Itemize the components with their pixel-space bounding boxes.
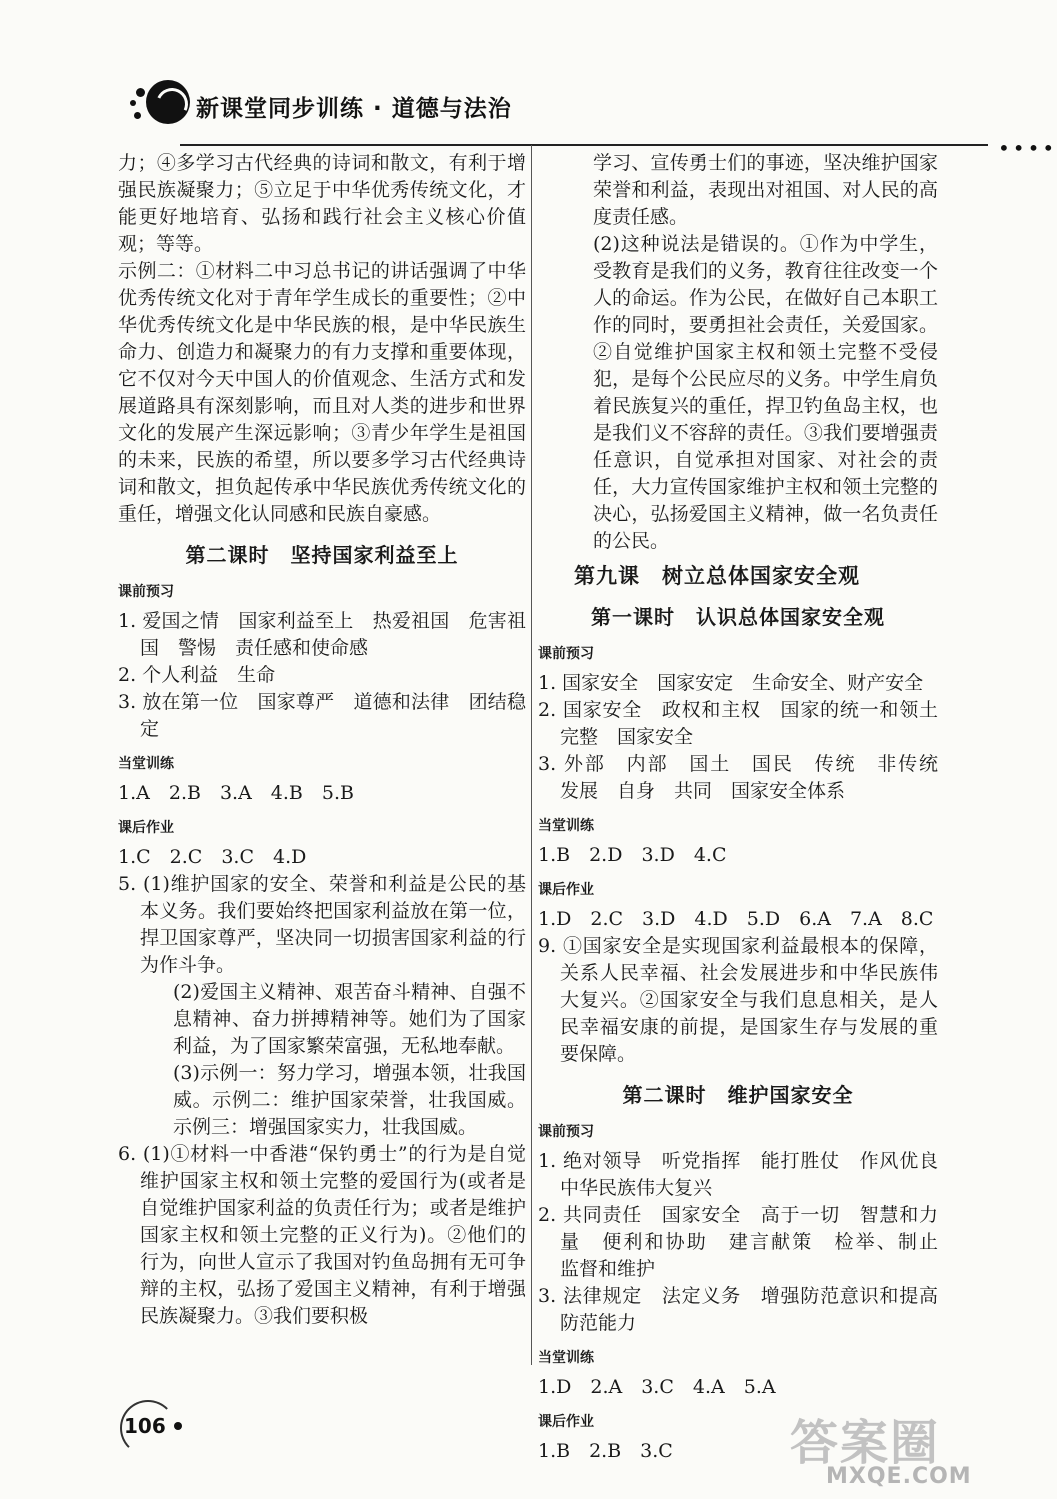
answer-item: 1.A 2.B 3.A 4.B 5.B [118,782,354,804]
page-dot-icon [174,1422,182,1430]
answer-paragraph: 力；④多学习古代经典的诗词和散文，有利于增强民族凝聚力；⑤立足于中华优秀传统文化，才能更好地培育、弘扬和践行社会主义核心价值观；等等。 [118,152,526,255]
answer-item: 9. ①国家安全是实现国家利益最根本的保障，关系人民幸福、社会发展进步和中华民族伟大复兴。②国家安全与我们息息相关，是人民幸福安康的前提，是国家生存与发展的重要保障。 [538,935,938,1065]
answer-item: 1.D 2.C 3.D 4.D 5.D 6.A 7.A 8.C [538,908,934,930]
right-column [538,150,958,1465]
column-divider [531,145,532,1365]
answer-item: 3. 外部 内部 国土 国民 传统 非传统 发展 自身 共同 国家安全体系 [538,753,958,802]
answer-paragraph: (2)这种说法是错误的。①作为中学生，受教育是我们的义务，教育往往改变一个人的命运。作为公民，在做好自己本职工作的同时，要勇担社会责任，关爱国家。②自觉维护国家主权和领土完整不受侵犯，是每个公民应尽的义务。中学生肩负着民族复兴的重任，捍卫钓鱼岛主权，也是我们义不容辞的责任。③我们要增强责任意识，自觉承担对国家、对社会的责任，大力宣传国家维护主权和领土完整的决心，弘扬爱国主义精神，做一名负责任的公民。 [593,233,938,552]
answer-item: 1.C 2.C 3.C 4.D [118,846,307,868]
answer-item: 1. 爱国之情 国家利益至上 热爱祖国 危害祖国 警惕 责任感和使命感 [118,610,526,659]
book-title: 新课堂同步训练 · 道德与法治 [196,96,512,122]
answer-item: 1. 国家安全 国家安定 生命安全、财产安全 [538,672,924,694]
section-label: 课前预习 [118,584,174,600]
unit-title: 第九课 树立总体国家安全观 [574,564,860,588]
section-label: 当堂训练 [538,1350,594,1366]
answer-paragraph: 学习、宣传勇士们的事迹，坚决维护国家荣誉和利益，表现出对祖国、对人民的高度责任感。 [593,152,938,228]
section-label: 课前预习 [538,1124,594,1140]
section-label: 当堂训练 [118,756,174,772]
page-number: 106 [124,1414,166,1438]
answer-item: 5. (1)维护国家的安全、荣誉和利益是公民的基本义务。我们要始终把国家利益放在第一位，捍卫国家尊严，坚决同一切损害国家利益的行为作斗争。 [118,873,526,976]
answer-item: (2)爱国主义精神、艰苦奋斗精神、自强不息精神、奋力拼搏精神等。她们为了国家利益，为了国家繁荣富强，无私地奉献。 [173,981,526,1057]
answer-item: (3)示例一：努力学习，增强本领，壮我国威。示例二：维护国家荣誉，壮我国威。示例三：增强国家实力，壮我国威。 [173,1062,526,1138]
answer-item: 3. 放在第一位 国家尊严 道德和法律 团结稳定 [118,691,526,740]
left-column [118,150,526,1330]
answer-item: 1.B 2.D 3.D 4.C [538,844,727,866]
answer-item: 2. 共同责任 国家安全 高于一切 智慧和力量 便利和协助 建言献策 检举、制止 监督和维护 [538,1204,958,1280]
answer-item: 2. 国家安全 政权和主权 国家的统一和领土完整 国家安全 [538,699,938,748]
answer-item: 2. 个人利益 生命 [118,664,276,686]
answer-item: 6. (1)①材料一中香港“保钓勇士”的行为是自觉维护国家主权和领土完整的爱国行为(或者是自觉维护国家利益的负责任行为；或者是维护国家主权和领土完整的正义行为)。②他们的行为，向世人宣示了我国对钓鱼岛拥有无可争辩的主权，弘扬了爱国主义精神，有利于增强民族凝聚力。③我们要积极 [118,1143,526,1327]
answer-paragraph: 示例二：①材料二中习总书记的讲话强调了中华优秀传统文化对于青年学生成长的重要性；②中华优秀传统文化是中华民族的根，是中华民族生命力、创造力和凝聚力的有力支撑和重要体现，它不仅对今天中国人的价值观念、生活方式和发展道路具有深刻影响，而且对人类的进步和世界文化的发展产生深远影响；③青少年学生是祖国的未来，民族的希望，所以要多学习古代经典诗词和散文，担负起传承中华民族优秀传统文化的重任，增强文化认同感和民族自豪感。 [118,260,526,525]
section-label: 课后作业 [538,1414,594,1430]
header-dots-icon: •••• [998,136,1057,160]
watermark-url: MXQE.COM [826,1464,972,1489]
series-logo-icon [130,78,180,128]
lesson-title: 第二课时 维护国家安全 [622,1083,854,1107]
answer-item: 1.B 2.B 3.C [538,1440,673,1462]
section-label: 课后作业 [118,820,174,836]
lesson-title: 第二课时 坚持国家利益至上 [185,543,459,567]
answer-item: 1.D 2.A 3.C 4.A 5.A [538,1376,776,1398]
answer-item: 3. 法律规定 法定义务 增强防范意识和提高防范能力 [538,1285,938,1334]
watermark [790,1400,990,1495]
lesson-title: 第一课时 认识总体国家安全观 [591,605,885,629]
answer-item: 1. 绝对领导 听党指挥 能打胜仗 作风优良 中华民族伟大复兴 [538,1150,958,1199]
header-rule [180,144,988,146]
page-number-badge [120,1400,180,1460]
watermark-logo-text: 答案圈 [790,1415,941,1471]
section-label: 当堂训练 [538,818,594,834]
section-label: 课前预习 [538,646,594,662]
page-header [118,78,1057,160]
section-label: 课后作业 [538,882,594,898]
